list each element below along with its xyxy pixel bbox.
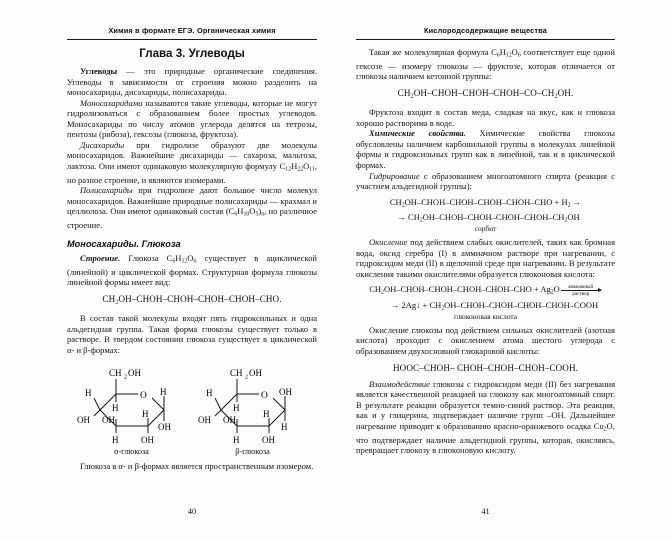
eq2-line2-pre: → 2Ag↓ + CH — [390, 300, 442, 311]
structure-beta-glucose — [197, 365, 309, 457]
lead-in-okislenie: Окисление — [369, 237, 408, 248]
page-right — [336, 0, 671, 540]
svg-text:2: 2 — [244, 374, 248, 381]
structure-alpha-glucose — [76, 365, 188, 457]
svg-text:O: O — [260, 391, 268, 402]
formula-fructose — [356, 87, 615, 102]
paragraph-monosaccharides — [67, 98, 317, 140]
reaction-arrow-under-label: раствор — [572, 290, 590, 297]
svg-text:H: H — [84, 388, 91, 399]
paragraph-copper-hydroxide-text-b: , что подтверждает наличие альдегидной группы, которая, окисляясь, превращает глюкозу в глюконовую кислоту. — [356, 420, 615, 456]
svg-text:OH: OH — [261, 435, 275, 446]
formula-sub-10: 10 — [243, 211, 250, 218]
reaction-arrow-over-label: аммиачный — [568, 283, 594, 290]
running-head-right: Кислородсодержащие вещества — [423, 26, 548, 35]
cyclic-structures — [67, 365, 317, 457]
svg-text:2: 2 — [123, 374, 127, 381]
formula-sub-12: 12 — [285, 166, 292, 173]
svg-text:OH: OH — [127, 368, 141, 379]
eq1-line1-sub: 2 — [401, 201, 405, 208]
formula-glucose-linear-pre: CH — [102, 293, 116, 304]
paragraph-fructose-text-a: Такая же молекулярная формула C — [369, 47, 497, 57]
lead-in-vzaimodeystvie: Взаимодействие — [369, 378, 430, 389]
eq1-line2-sub: 2 — [419, 217, 423, 224]
paragraph-hydrogenation — [356, 171, 615, 192]
formula-o-5: O — [606, 420, 613, 431]
formula-sub-6c: 6 — [193, 258, 197, 264]
formula-fructose-mid: OH–CHOH–CHOH–CHOH–CO–CH — [413, 87, 555, 98]
paragraph-hydrogenation-text: с образованием многоатомного спирта (реакция с участием альдегидной группы): — [356, 170, 615, 192]
formula-h-3: H — [175, 252, 182, 263]
formula-sub-12c: 12 — [505, 52, 512, 59]
formula-sub-n: n — [261, 211, 265, 218]
formula-sub-6: 6 — [234, 211, 238, 218]
paragraph-fructose-properties: Фруктоза входит в состав меда, сладкая на вкус, как и глюкоза хорошо растворима в воде. — [356, 107, 615, 128]
paragraph-copper-hydroxide — [356, 379, 615, 456]
lead-in-polisaharidy: Полисахариды — [80, 185, 133, 196]
paragraph-structure-text-a: Глюкоза C — [120, 252, 173, 263]
formula-fructose-sub2: 2 — [554, 92, 558, 100]
formula-fructose-post: OH. — [557, 87, 574, 98]
formula-o-2: O — [249, 206, 256, 217]
svg-text:CH: CH — [229, 368, 243, 379]
reaction-arrow-ammonia — [561, 284, 601, 297]
eq1-line2-mid: OH–CHOH–CHOH–CHOH–CHOH–CH — [422, 212, 565, 223]
formula-sub-11: 11 — [309, 166, 315, 173]
equation-silver-mirror-line1 — [356, 283, 615, 299]
formula-sub-6e: 6 — [517, 52, 521, 59]
formula-fructose-sub1: 2 — [410, 92, 414, 100]
paragraph-structure-text-b: существует в ациклической (линейной) и циклической формах. Структурная формула глюкозы линейной формы имеет вид: — [67, 252, 317, 288]
page-number-left: 40 — [187, 507, 197, 516]
paragraph-chemical-properties-text: Химические свойства глюкозы обусловлены наличием карбонильной группы в молекулах линейной формы и гидроксильных групп как в линейной, так и в циклической формах. — [356, 128, 616, 170]
paragraph-disaccharides-text-a: при гидролизе образуют две молекулы моносахаридов. Важнейшие дисахариды — сахароза, мальтоза, лактоза. Они имеют одинаковую молекулярную формулу C — [67, 139, 317, 171]
lead-in-stroenie: Строение. — [80, 252, 121, 263]
svg-text:H: H — [262, 409, 269, 420]
svg-text:OH: OH — [197, 415, 211, 426]
svg-text:OH: OH — [101, 415, 115, 426]
reaction-arrow-line — [561, 290, 601, 291]
equation-silver-mirror — [356, 283, 615, 321]
paragraph-structure — [67, 253, 317, 288]
header-rule-left — [67, 39, 317, 40]
lead-in-disaharidy: Дисахариды — [80, 139, 125, 150]
formula-sub-22: 22 — [297, 166, 304, 173]
formula-h-4: H — [499, 47, 506, 57]
paragraph-monosaccharides-text: называются такие углеводы, которые не могут гидролизоваться с образованием более простых углеводов. Моносахариды по числу атомов углерода делятся на тетрозы, пентозы (рибоза), гексозы (глюкоза, фруктоза). — [67, 97, 317, 140]
eq2-line1-sub: 2 — [381, 289, 384, 296]
header-rule-right — [356, 39, 615, 40]
equation-hydrogenation — [356, 196, 615, 234]
svg-text:OH: OH — [278, 387, 292, 398]
formula-sub-5: 5 — [255, 211, 259, 218]
formula-glucose-linear — [67, 293, 317, 308]
eq1-line1-mid: OH–CHOH–CHOH–CHOH–CHOH–CHO + H — [404, 196, 568, 207]
lead-in-gidrirovanie: Гидрирование — [369, 170, 420, 181]
eq2-line1-post: O — [553, 284, 560, 295]
svg-text:OH: OH — [140, 435, 154, 446]
formula-h-2: H — [237, 206, 244, 217]
svg-text:H: H — [111, 403, 118, 414]
svg-text:CH: CH — [108, 368, 122, 379]
formula-sub-6b: 6 — [172, 258, 176, 264]
svg-text:OH: OH — [222, 415, 236, 426]
paragraph-disaccharides-text-b: , но разное строение, и являются изомерами. — [67, 160, 317, 185]
eq1-line1-sub2: 2 — [567, 201, 571, 208]
paragraph-polysaccharides-text-a: при гидролизе дают большое число молекул моносахаридов. Важнейшие природные полисахариды — крахмал и целлюлоза. Они имеют одинаковый состав (C — [67, 185, 317, 217]
structure-alpha-glucose-label: α-глюкоза — [114, 447, 149, 457]
paragraph-spatial-isomer: Глюкоза в α- и β-формах является пространственным изомером. — [80, 461, 314, 472]
eq1-line2-sub2: 2 — [564, 217, 568, 224]
formula-o-4: O — [511, 47, 518, 57]
formula-fructose-pre: CH — [397, 87, 411, 98]
svg-text:H: H — [232, 435, 239, 446]
lead-in-uglevody: Углеводы — [80, 66, 118, 76]
eq1-line1-post: → — [570, 196, 582, 207]
beta-glucose-diagram — [197, 365, 309, 445]
alpha-glucose-diagram — [76, 365, 188, 445]
eq1-line2-post: OH — [567, 212, 580, 223]
eq2-line2-sub: 2 — [441, 305, 445, 312]
equation-hydrogenation-line1 — [356, 196, 615, 212]
svg-text:OH: OH — [248, 368, 262, 379]
formula-o-1: O — [303, 160, 310, 171]
svg-text:H: H — [111, 435, 118, 446]
formula-sub-6d: 6 — [496, 52, 500, 59]
svg-text:H: H — [205, 388, 212, 399]
paragraph-molecule-composition: В состав такой молекулы входят пять гидроксильных и одна альдегидная группа. Такая форма глюкозы существует только в растворе. В твердом состоянии глюкоза существует в циклической α- и β-формах: — [67, 313, 317, 355]
svg-text:H: H — [141, 409, 148, 420]
svg-text:O: O — [139, 391, 147, 402]
formula-glucose-linear-post: OH–CHOH–CHOH–CHOH–CHOH–CHO. — [118, 293, 282, 304]
formula-sub-cu2: 2 — [603, 425, 607, 432]
svg-text:OH: OH — [157, 422, 171, 433]
paragraph-carbohydrates — [67, 66, 317, 98]
equation-hydrogenation-caption: сорбит — [474, 224, 497, 234]
eq2-line1-sub2: 2 — [550, 289, 554, 296]
formula-paren-close: ) — [258, 206, 262, 217]
lead-in-himicheskie-svoystva: Химические свойства. — [369, 128, 466, 139]
paragraph-carbohydrates-text: — это природные органические соединения. Углеводы в зависимости от строения можно разделить на моносахариды, дисахариды, полисахариды. — [67, 66, 317, 98]
svg-text:H: H — [280, 422, 287, 433]
formula-o-3: O — [187, 252, 194, 263]
paragraph-oxidation-weak-text: под действием слабых окислителей, таких как бромная вода, оксид серебра (I) в аммиачном растворе при нагревании, с гидроксидом меди (II) в щелочной среде при нагревании. В результате окисления такими окислителями образуется глюконовая кислота: — [356, 237, 615, 279]
paragraph-polysaccharides — [67, 185, 317, 230]
equation-silver-mirror-caption: глюконовая кислота — [453, 311, 518, 321]
formula-h-1: H — [291, 160, 298, 171]
paragraph-fructose-formula — [356, 47, 615, 82]
chapter-title: Глава 3. Углеводы — [139, 47, 245, 60]
paragraph-oxidation-strong: Окисление глюкозы под действием сильных окислителей (азотная кислота) проходит с окислением атома шестого углерода с образованием двухосновной глюкаровой кислоты: — [356, 324, 615, 356]
paragraph-copper-hydroxide-text-a: глюкозы с гидроксидом меди (II) без нагревания является качественной реакцией на глюкозу как многоатомный спирт. В результате реакции образуется темно-синий раствор. Эта реакция, как и у глицерина, подтверждает наличие групп –ОН. Дальнейшее нагревание приводит к образованию красно-оранжевого осадка Cu — [356, 378, 615, 431]
eq2-line2-post: OH–CHOH–CHOH–CHOH–CHOH–COOH — [444, 300, 599, 311]
paragraph-fructose-text-b: соответствует еще одной гексозе — изомеру глюкозы — фруктозе, которая отличается от глюкозы наличием кетонной группы: — [356, 47, 615, 82]
running-head-left: Химия в формате ЕГЭ. Органическая химия — [108, 26, 276, 35]
paragraph-oxidation-weak — [356, 237, 615, 279]
formula-glucose-linear-sub: 2 — [115, 298, 119, 305]
lead-in-monosaharidami: Моносахаридами — [80, 97, 143, 108]
page-number-right: 41 — [481, 507, 490, 516]
eq2-line1-pre: CH — [369, 284, 382, 295]
svg-text:H: H — [159, 387, 166, 398]
svg-text:H: H — [232, 403, 239, 414]
paragraph-disaccharides — [67, 140, 317, 185]
svg-text:OH: OH — [76, 415, 90, 426]
section-heading-glucose: Моносахариды. Глюкоза — [67, 238, 181, 249]
eq1-line1-pre: CH — [389, 196, 402, 207]
eq1-line2-pre: → CH — [397, 212, 420, 223]
formula-glucaric-acid: HOOC–CHOH– CHOH–CHOH–CHOH–COOH. — [393, 362, 578, 373]
paragraph-chemical-properties — [356, 128, 615, 170]
structure-beta-glucose-label: β-глюкоза — [235, 447, 270, 457]
paragraph-polysaccharides-text-b: , но различное строение. — [67, 206, 317, 231]
eq2-line1-mid: OH–CHOH–CHOH–CHOH–CHOH–CHO + Ag — [383, 284, 551, 295]
formula-sub-12b: 12 — [181, 258, 188, 264]
